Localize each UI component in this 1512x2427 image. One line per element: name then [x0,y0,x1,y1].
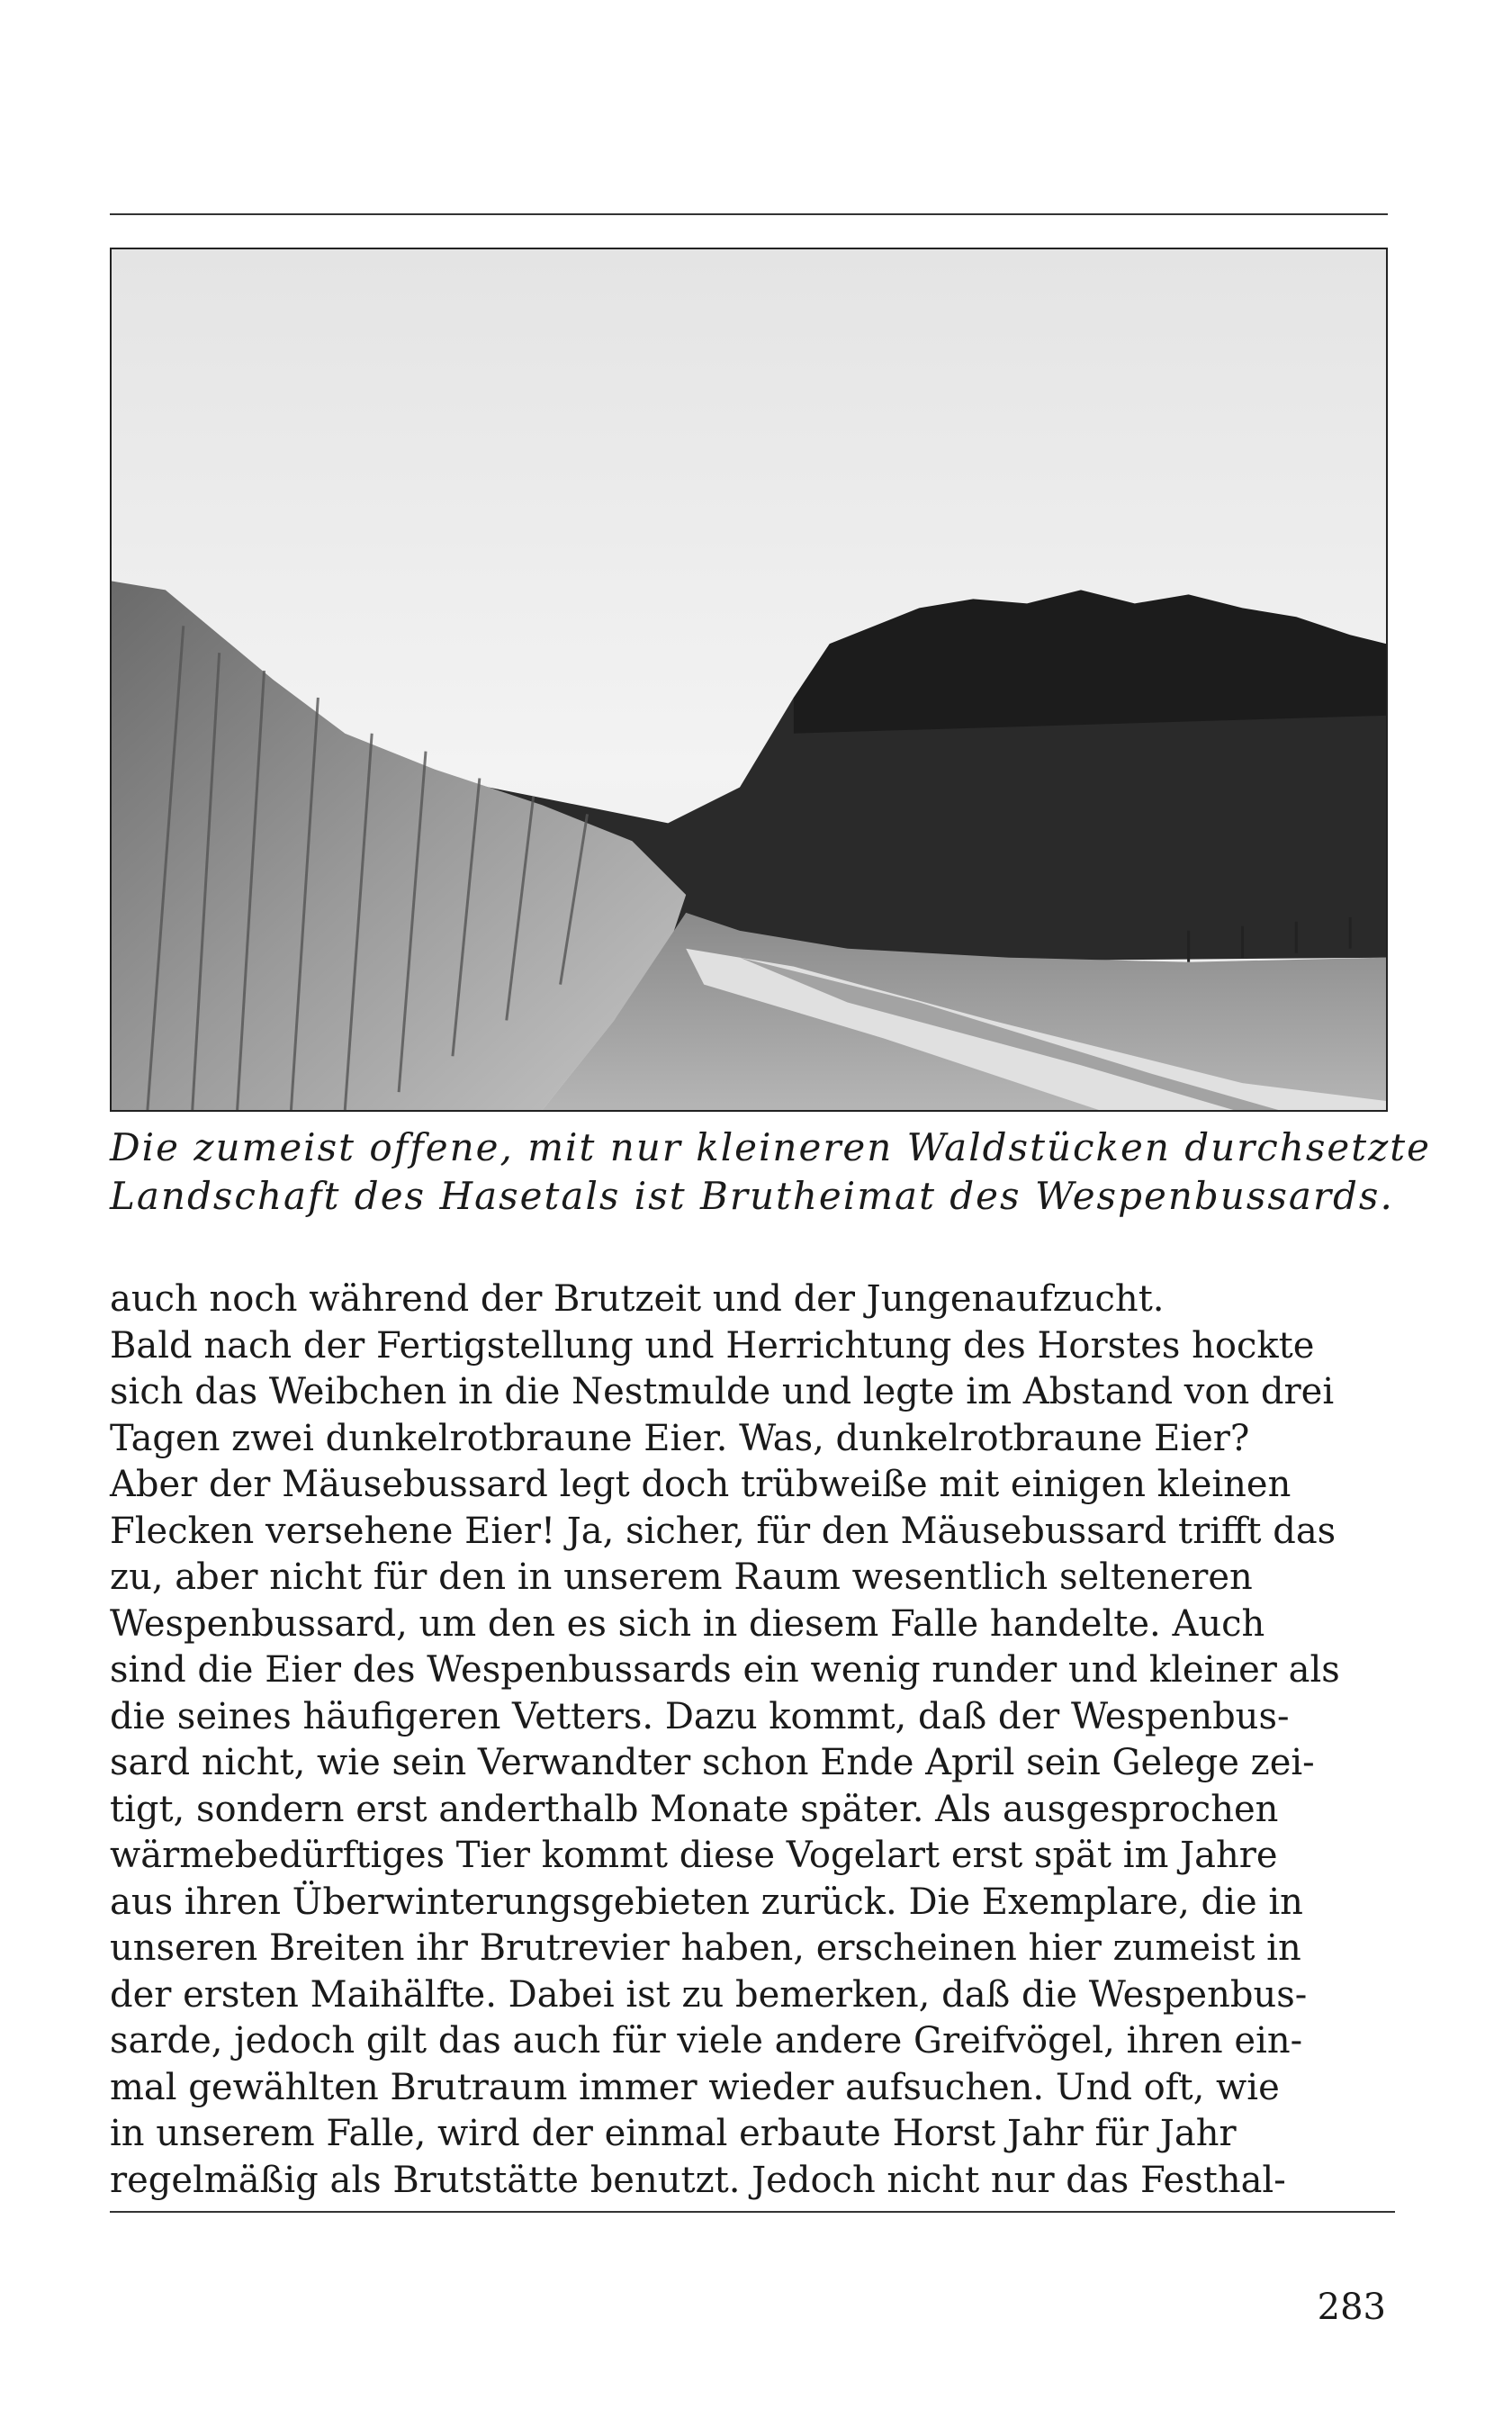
body-line: auch noch während der Brutzeit und der Jungenaufzucht. [110,1278,1165,1320]
body-line: tigt, sondern erst anderthalb Monate später. Als ausgesprochen [110,1788,1279,1830]
body-line: sard nicht, wie sein Verwandter schon Ende April sein Gelege zei- [110,1742,1315,1783]
body-line: Bald nach der Fertigstellung und Herrichtung des Horstes hockte [110,1324,1315,1367]
body-line: wärmebedürftiges Tier kommt diese Vogelart erst spät im Jahre [110,1835,1278,1876]
body-line: regelmäßig als Brutstätte benutzt. Jedoch nicht nur das Festhal- [110,2159,1286,2201]
landscape-photo-illustration [112,249,1386,1110]
body-line: sarde, jedoch gilt das auch für viele andere Greifvögel, ihren ein- [110,2020,1303,2062]
body-line: der ersten Maihälfte. Dabei ist zu bemerken, daß die Wespenbus- [110,1973,1308,2016]
caption-line: Die zumeist offene, mit nur kleineren Waldstücken durchsetzte [110,1125,1431,1169]
body-paragraph [110,1277,1388,2204]
top-rule [110,213,1388,215]
body-line: Flecken versehene Eier! Ja, sicher, für den Mäusebussard trifft das [110,1510,1336,1552]
body-line: Aber der Mäusebussard legt doch trübweiße mit einigen kleinen [110,1464,1292,1505]
caption-line: Landschaft des Hasetals ist Brutheimat des Wespenbussards. [110,1174,1394,1218]
body-line: zu, aber nicht für den in unserem Raum wesentlich selteneren [110,1556,1253,1598]
bottom-rule [110,2211,1395,2213]
body-line: unseren Breiten ihr Brutrevier haben, erscheinen hier zumeist in [110,1927,1301,1969]
body-line: sind die Eier des Wespenbussards ein wenig runder und kleiner als [110,1649,1340,1691]
body-line: Tagen zwei dunkelrotbraune Eier. Was, dunkelrotbraune Eier? [110,1417,1250,1459]
body-line: die seines häufigeren Vetters. Dazu kommt, daß der Wespenbus- [110,1695,1290,1737]
body-line: in unserem Falle, wird der einmal erbaute Horst Jahr für Jahr [110,2113,1237,2154]
body-line: mal gewählten Brutraum immer wieder aufsuchen. Und oft, wie [110,2066,1280,2108]
body-line: Wespenbussard, um den es sich in diesem Falle handelte. Auch [110,1602,1265,1645]
landscape-photo [110,248,1388,1112]
body-line: sich das Weibchen in die Nestmulde und legte im Abstand von drei [110,1371,1335,1412]
photo-caption [110,1123,1431,1221]
body-line: aus ihren Überwinterungsgebieten zurück. Die Exemplare, die in [110,1881,1303,1923]
page-number: 283 [1317,2287,1386,2328]
